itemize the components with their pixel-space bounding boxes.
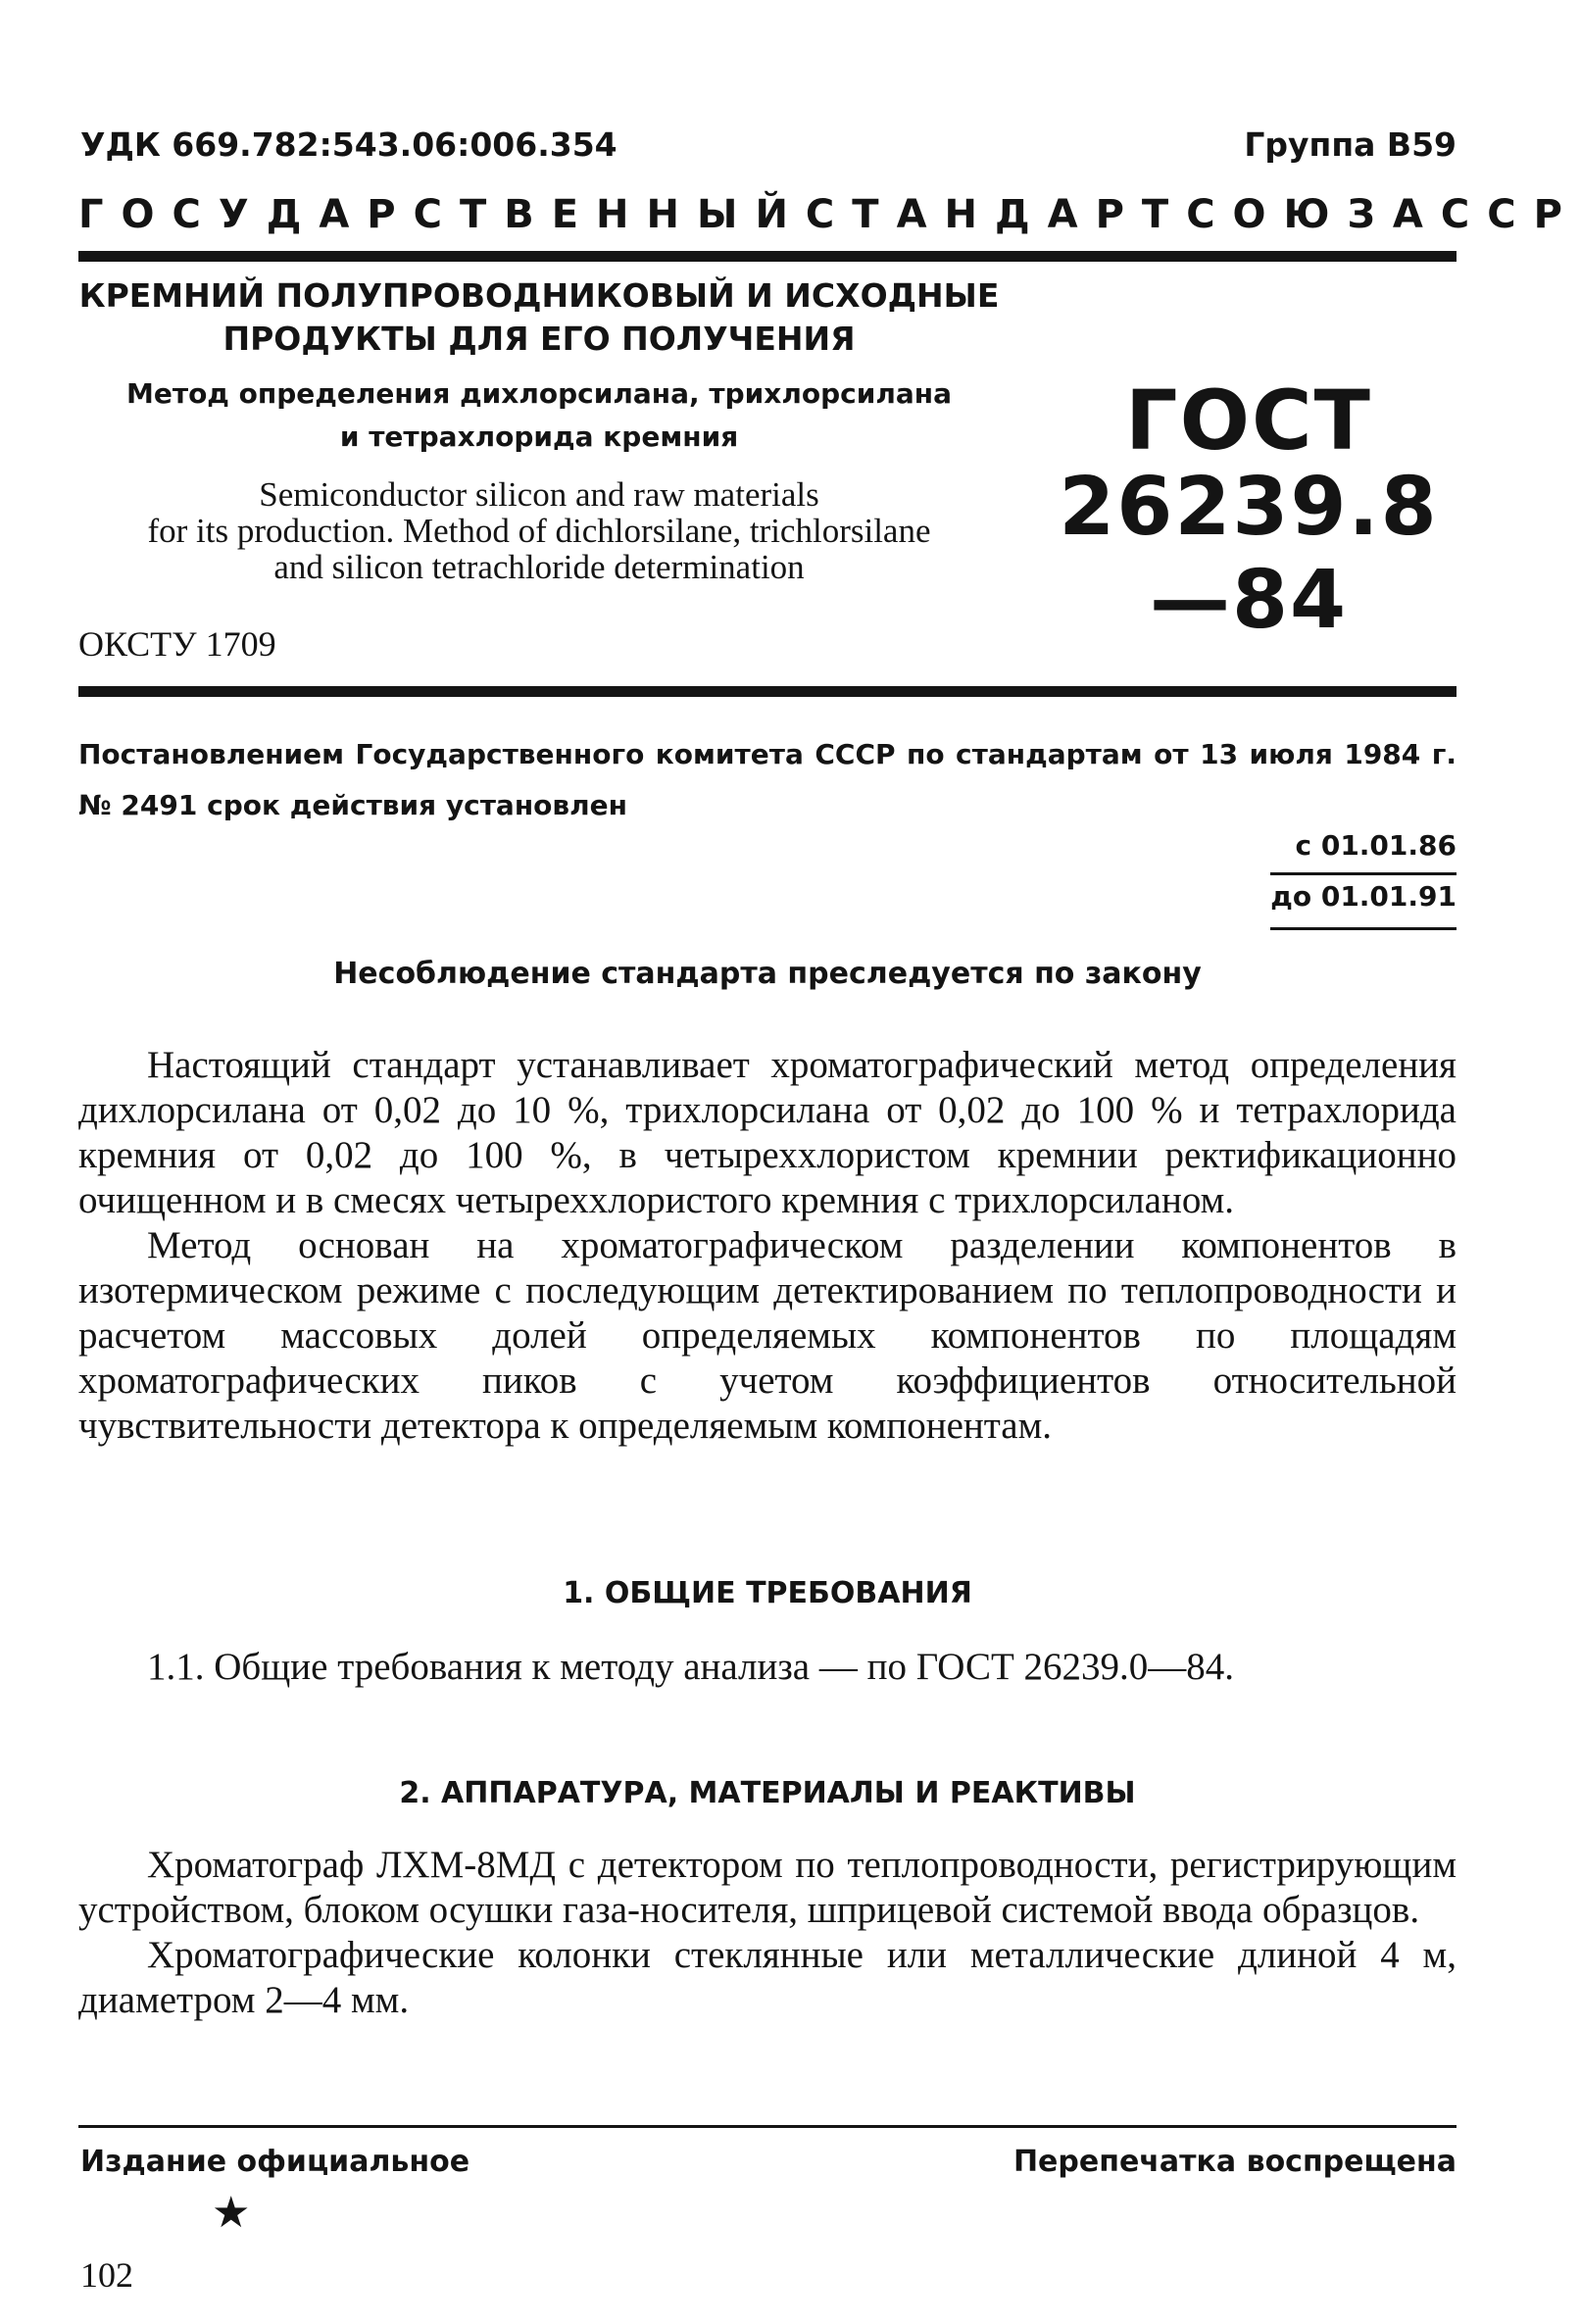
title-line: ПРОДУКТЫ ДЛЯ ЕГО ПОЛУЧЕНИЯ [222,320,856,358]
paragraph: Настоящий стандарт устанавливает хроматографический метод определения дихлорсилана от 0,02 до 10 %, трихлорсилана от 0,02 до 100 % и тетрахлорида кремния от 0,02 до 100 %, в четыреххлористом кремнии ректификационно очищенном и в смесях четыреххлористого кремния с трихлорсиланом. [78,1044,1457,1221]
subtitle-line: и тетрахлорида кремния [339,420,739,453]
decree-text: Постановлением Государственного комитета СССР по стандартам от 13 июля 1984 г. № 2491 срок действия установлен [78,738,1457,821]
title-line: КРЕМНИЙ ПОЛУПРОВОДНИКОВЫЙ И ИСХОДНЫЕ [78,276,1000,315]
paragraph: Метод основан на хроматографическом разделении компонентов в изотермическом режиме с последующим детектированием по теплопроводности и расчетом массовых долей определяемых компонентов по площадям хроматографических пиков с учетом коэффициентов относительной чувствительности детектора к определяемым компонентам. [78,1224,1457,1447]
banner-word: ССР [1440,192,1580,237]
section2-body [78,1843,1457,2023]
date-rule [1270,927,1457,930]
effective-to: до 01.01.91 [1270,880,1457,913]
paragraph: Хроматографические колонки стеклянные или металлические длиной 4 м, диаметром 2—4 мм. [78,1934,1457,2021]
method-subtitle [78,372,1000,459]
banner-word: СТАНДАРТ [805,192,1187,237]
title-english [78,476,1000,585]
english-title-line: Semiconductor silicon and raw materials [259,475,819,514]
enforcement-notice: Несоблюдение стандарта преследуется по закону [333,957,1202,991]
title-russian [78,274,1000,361]
group-code: Группа В59 [1244,125,1457,164]
udk-code: УДК 669.782:543.06:006.354 [80,125,617,164]
gost-number: 26239.8—84 [1059,461,1439,647]
banner-word: ГОСУДАРСТВЕННЫЙ [78,192,806,237]
gost-label: ГОСТ [1125,372,1372,469]
footer-rule [78,2125,1457,2128]
section-heading: 1. ОБЩИЕ ТРЕБОВАНИЯ [563,1576,972,1610]
english-title-line: and silicon tetrachloride determination [273,548,805,586]
state-standard-banner [78,192,1580,237]
section1-body [78,1645,1457,1690]
star-icon: ★ [212,2189,251,2237]
banner-word: СОЮЗА [1186,192,1441,237]
intro-body [78,1043,1457,1449]
title-bottom-rule [78,686,1457,697]
date-rule [1270,872,1457,875]
subtitle-line: Метод определения дихлорсилана, трихлорсилана [125,377,952,410]
okstu-code: ОКСТУ 1709 [78,624,276,664]
section-heading: 2. АППАРАТУРА, МАТЕРИАЛЫ И РЕАКТИВЫ [399,1776,1136,1810]
page-number: 102 [80,2255,133,2295]
header-rule [78,251,1457,262]
paragraph: 1.1. Общие требования к методу анализа — по ГОСТ 26239.0—84. [147,1646,1235,1688]
official-edition-label: Издание официальное [80,2145,470,2179]
english-title-line: for its production. Method of dichlorsilane, trichlorsilane [147,512,931,550]
effective-from: с 01.01.86 [1295,829,1457,862]
paragraph: Хроматограф ЛХМ-8МД с детектором по теплопроводности, регистрирующим устройством, блоком осушки газа-носителя, шприцевой системой ввода образцов. [78,1844,1457,1931]
reprint-prohibited-label: Перепечатка воспрещена [1012,2145,1457,2179]
